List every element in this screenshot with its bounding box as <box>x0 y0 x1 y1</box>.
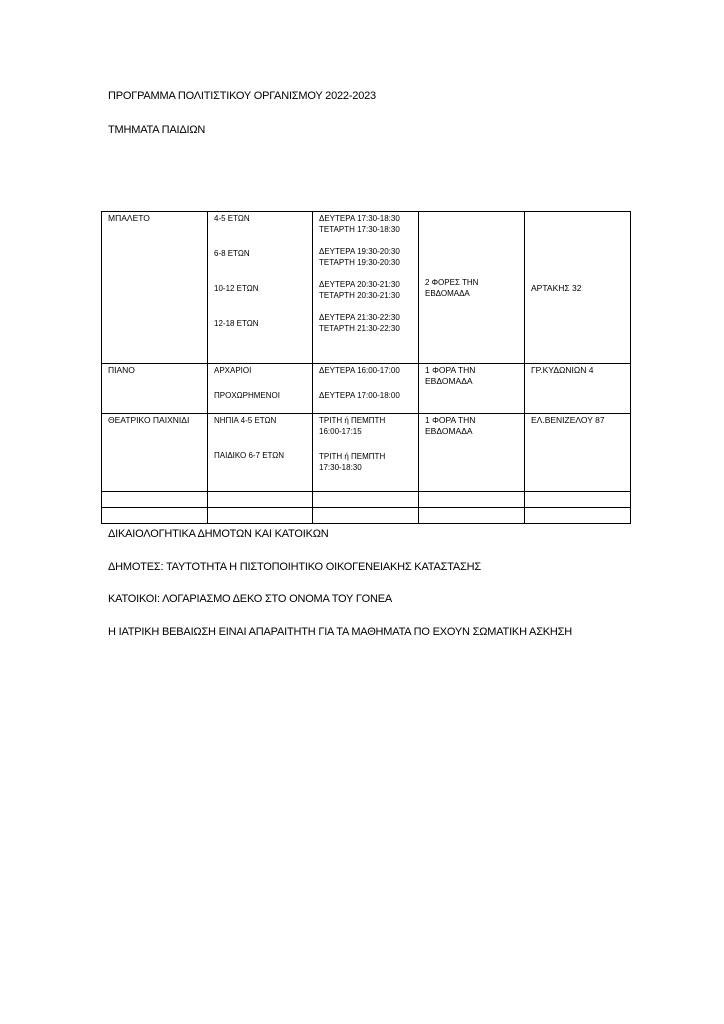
time-slot: ΔΕΥΤΕΡΑ 19:30-20:30 <box>319 247 400 256</box>
table-row-empty <box>102 492 631 508</box>
times-cell <box>313 212 419 364</box>
table-row-piano <box>102 364 631 414</box>
frequency-line: 2 ΦΟΡΕΣ ΤΗΝ <box>425 278 479 287</box>
address-text: ΑΡΤΑΚΗΣ 32 <box>531 282 582 293</box>
page-subtitle: ΤΜΗΜΑΤΑ ΠΑΙΔΙΩΝ <box>108 124 206 136</box>
frequency-line: ΕΒΔΟΜΑΔΑ <box>425 426 473 436</box>
empty-cell <box>102 492 208 508</box>
activity-name: ΠΙΑΝΟ <box>108 365 135 375</box>
frequency-cell <box>419 364 525 414</box>
activity-cell <box>102 364 208 414</box>
group-label: ΑΡΧΑΡΙΟΙ <box>214 366 252 375</box>
times-cell <box>313 414 419 492</box>
empty-cell <box>208 508 313 524</box>
page-title: ΠΡΟΓΡΑΜΜΑ ΠΟΛΙΤΙΣΤΙΚΟΥ ΟΡΓΑΝΙΣΜΟΥ 2022-2023 <box>108 90 376 102</box>
frequency-line: ΕΒΔΟΜΑΔΑ <box>425 289 470 298</box>
group-label: 12-18 ΕΤΩΝ <box>214 319 259 328</box>
frequency-line: ΕΒΔΟΜΑΔΑ <box>425 376 473 386</box>
empty-cell <box>208 492 313 508</box>
residents-requirements: ΚΑΤΟΙΚΟΙ: ΛΟΓΑΡΙΑΣΜΟ ΔΕΚΟ ΣΤΟ ΟΝΟΜΑ ΤΟΥ ΓΟΝΕΑ <box>108 593 393 605</box>
time-slot: ΔΕΥΤΕΡΑ 16:00-17:00 <box>319 366 400 375</box>
empty-cell <box>525 492 631 508</box>
time-slot: ΔΕΥΤΕΡΑ 17:30-18:30 <box>319 214 400 223</box>
address-cell <box>525 414 631 492</box>
time-slot: ΤΡΙΤΗ ή ΠΕΜΠΤΗ <box>319 416 386 425</box>
empty-cell <box>313 492 419 508</box>
time-slot: 16:00-17:15 <box>319 427 362 436</box>
empty-cell <box>313 508 419 524</box>
times-cell <box>313 364 419 414</box>
time-slot: ΔΕΥΤΕΡΑ 17:00-18:00 <box>319 391 400 400</box>
table-row-theatre <box>102 414 631 492</box>
time-slot: ΔΕΥΤΕΡΑ 20:30-21:30 <box>319 280 400 289</box>
schedule-table <box>101 211 631 524</box>
frequency-cell <box>419 212 525 364</box>
groups-cell <box>208 212 313 364</box>
empty-cell <box>102 508 208 524</box>
address-cell <box>525 212 631 364</box>
group-label: ΠΑΙΔΙΚΟ 6-7 ΕΤΩΝ <box>214 451 285 460</box>
activity-name: ΜΠΑΛΕΤΟ <box>108 213 150 223</box>
group-label: 10-12 ΕΤΩΝ <box>214 284 259 293</box>
documents-title: ΔΙΚΑΙΟΛΟΓΗΤΙΚΑ ΔΗΜΟΤΩΝ ΚΑΙ ΚΑΤΟΙΚΩΝ <box>108 528 329 540</box>
group-label: 4-5 ΕΤΩΝ <box>214 214 250 223</box>
time-slot: ΤΕΤΑΡΤΗ 21:30-22:30 <box>319 324 400 333</box>
table-row-empty <box>102 508 631 524</box>
table-row-ballet <box>102 212 631 364</box>
address-text: ΓΡ.ΚΥΔΩΝΙΩΝ 4 <box>531 365 594 375</box>
groups-cell <box>208 364 313 414</box>
groups-cell <box>208 414 313 492</box>
time-slot: 17:30-18:30 <box>319 463 362 472</box>
address-cell <box>525 364 631 414</box>
medical-certificate-note: Η ΙΑΤΡΙΚΗ ΒΕΒΑΙΩΣΗ ΕΙΝΑΙ ΑΠΑΡΑΙΤΗΤΗ ΓΙΑ ΤΑ ΜΑΘΗΜΑΤΑ ΠΟ ΕΧΟΥΝ ΣΩΜΑΤΙΚΗ ΑΣΚΗΣΗ <box>108 626 573 638</box>
time-slot: ΤΡΙΤΗ ή ΠΕΜΠΤΗ <box>319 452 386 461</box>
frequency-cell <box>419 414 525 492</box>
time-slot: ΤΕΤΑΡΤΗ 17:30-18:30 <box>319 225 400 234</box>
time-slot: ΤΕΤΑΡΤΗ 20:30-21:30 <box>319 291 400 300</box>
empty-cell <box>419 508 525 524</box>
citizens-requirements: ΔΗΜΟΤΕΣ: ΤΑΥΤΟΤΗΤΑ Η ΠΙΣΤΟΠΟΙΗΤΙΚΟ ΟΙΚΟΓΕΝΕΙΑΚΗΣ ΚΑΤΑΣΤΑΣΗΣ <box>108 561 481 573</box>
empty-cell <box>525 508 631 524</box>
time-slot: ΔΕΥΤΕΡΑ 21:30-22:30 <box>319 313 400 322</box>
frequency-line: 1 ΦΟΡΑ ΤΗΝ <box>425 365 476 375</box>
group-label: 6-8 ΕΤΩΝ <box>214 249 250 258</box>
activity-cell <box>102 212 208 364</box>
group-label: ΝΗΠΙΑ 4-5 ΕΤΩΝ <box>214 416 277 425</box>
time-slot: ΤΕΤΑΡΤΗ 19:30-20:30 <box>319 258 400 267</box>
frequency-line: 1 ΦΟΡΑ ΤΗΝ <box>425 415 476 425</box>
activity-cell <box>102 414 208 492</box>
group-label: ΠΡΟΧΩΡΗΜΕΝΟΙ <box>214 391 280 400</box>
address-text: ΕΛ.ΒΕΝΙΖΕΛΟΥ 87 <box>531 415 605 425</box>
empty-cell <box>419 492 525 508</box>
activity-name: ΘΕΑΤΡΙΚΟ ΠΑΙΧΝΙΔΙ <box>108 415 190 425</box>
